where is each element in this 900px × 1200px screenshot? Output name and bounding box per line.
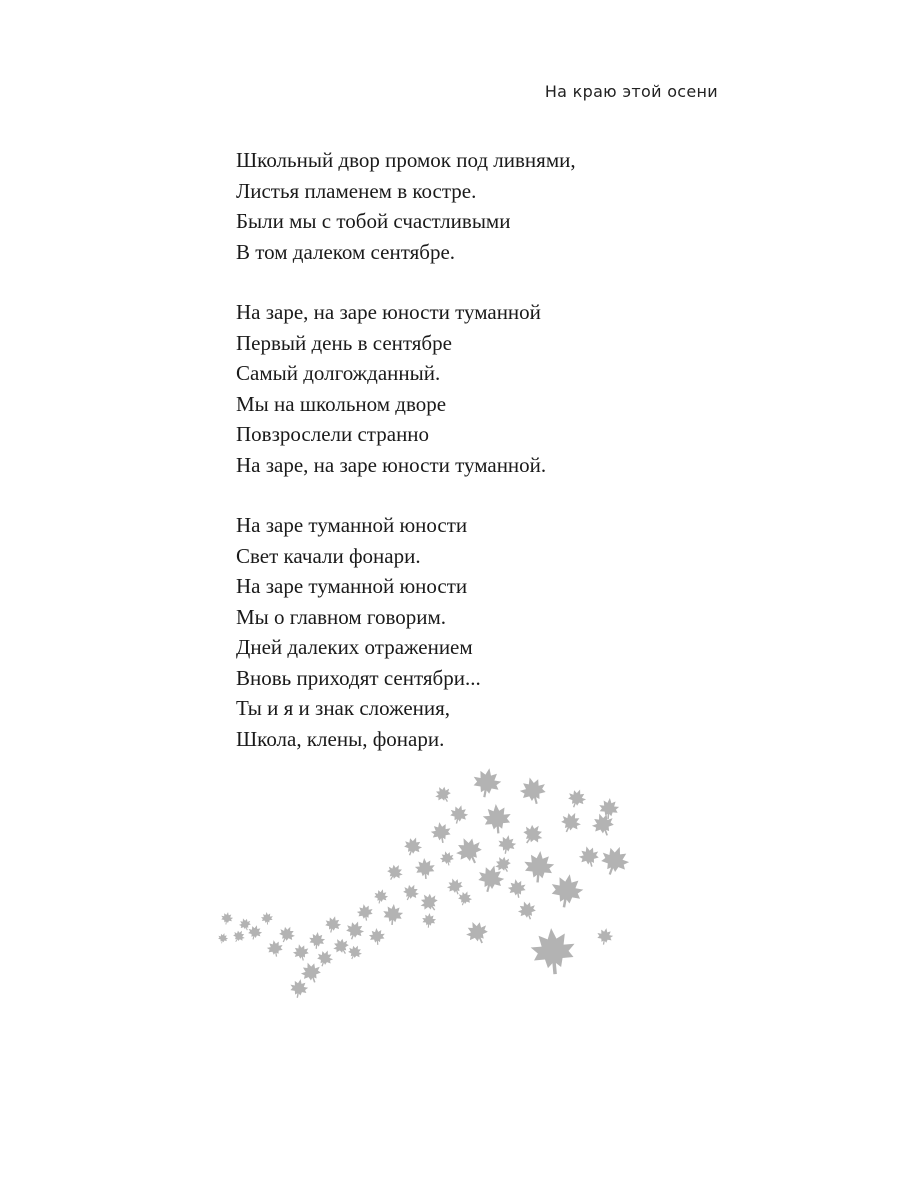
maple-leaf-icon	[518, 820, 546, 849]
maple-leaf-icon	[314, 948, 335, 969]
maple-leaf-icon	[432, 783, 454, 806]
maple-leaf-icon	[345, 943, 364, 962]
maple-leaf-icon	[597, 842, 633, 879]
maple-leaf-icon	[462, 917, 492, 947]
stanza	[236, 510, 716, 754]
maple-leaf-icon	[372, 887, 389, 905]
maple-leaf-icon	[368, 927, 385, 945]
maple-leaf-icon	[400, 881, 422, 903]
maple-leaf-icon	[276, 923, 298, 945]
running-header: На краю этой осени	[544, 82, 718, 101]
maple-leaf-icon	[401, 834, 424, 858]
poem-line: Вновь приходят сентябри...	[236, 665, 481, 690]
maple-leaves-swirl-icon	[215, 760, 655, 1000]
poem-line: Мы о главном говорим.	[236, 604, 447, 629]
poem-line: На заре туманной юности	[236, 513, 468, 537]
stanza	[236, 145, 716, 267]
maple-leaf-icon	[445, 876, 466, 897]
maple-leaf-icon	[496, 834, 517, 856]
maple-leaf-icon	[438, 849, 455, 867]
poem-line: Свет качали фонари.	[236, 543, 421, 568]
poem-line: Повзрослели странно	[236, 422, 430, 446]
maple-leaf-icon	[384, 861, 406, 884]
maple-leaf-icon	[507, 878, 528, 900]
maple-leaf-icon	[330, 935, 352, 958]
maple-leaf-icon	[452, 833, 487, 869]
stanza	[236, 297, 716, 480]
maple-leaf-icon	[421, 912, 436, 928]
poem-line: Ты и я и знак сложения,	[236, 696, 451, 720]
poem-line: Школа, клены, фонари.	[236, 726, 445, 751]
poem-line: На заре, на заре юности туманной.	[236, 452, 547, 477]
maple-leaf-icon	[529, 926, 577, 976]
maple-leaf-icon	[596, 927, 615, 946]
maple-leaf-icon	[471, 766, 504, 800]
maple-leaf-icon	[220, 911, 234, 925]
poem-line: Были мы с тобой счастливыми	[236, 209, 511, 233]
maple-leaf-icon	[482, 803, 512, 835]
poem-line: В том далеком сентябре.	[236, 239, 456, 264]
poem-line: Первый день в сентябре	[236, 330, 452, 355]
maple-leaf-icon	[456, 889, 474, 908]
maple-leaf-icon	[589, 810, 618, 839]
maple-leaf-icon	[288, 978, 309, 1000]
maple-leaf-icon	[217, 932, 229, 945]
maple-leaf-icon	[577, 844, 602, 869]
maple-leaf-icon	[298, 959, 324, 986]
maple-leaf-icon	[523, 850, 556, 884]
maple-leaf-icon	[260, 911, 273, 925]
poem-line: Школьный двор промок под ливнями,	[236, 148, 576, 172]
poem-line: На заре туманной юности	[236, 574, 468, 598]
maple-leaf-icon	[343, 918, 366, 942]
maple-leaf-icon	[246, 923, 263, 941]
maple-leaf-icon	[448, 803, 470, 826]
maple-leaf-icon	[231, 928, 248, 945]
maple-leaf-icon	[266, 939, 285, 958]
maple-leaf-icon	[565, 786, 588, 810]
maple-leaf-icon	[548, 871, 585, 910]
maple-leaf-icon	[414, 857, 436, 880]
poem-line: На заре, на заре юности туманной	[236, 300, 541, 324]
maple-leaf-icon	[416, 889, 442, 915]
poem-line: Дней далеких отражением	[236, 635, 473, 659]
maple-leaf-icon	[323, 914, 343, 934]
maple-leaf-icon	[382, 903, 404, 926]
maple-leaf-icon	[557, 809, 584, 836]
maple-leaf-icon	[308, 931, 325, 949]
poem	[236, 145, 716, 784]
maple-leaf-icon	[291, 942, 311, 962]
maple-leaf-icon	[429, 820, 452, 844]
maple-leaf-icon	[492, 853, 514, 876]
poem-line: Листья пламенем в костре.	[236, 178, 477, 203]
poem-line: Мы на школьном дворе	[236, 391, 447, 416]
maple-leaf-icon	[517, 774, 549, 807]
poem-line: Самый долгожданный.	[236, 361, 441, 385]
maple-leaf-icon	[356, 903, 375, 922]
maple-leaf-icon	[515, 898, 538, 922]
